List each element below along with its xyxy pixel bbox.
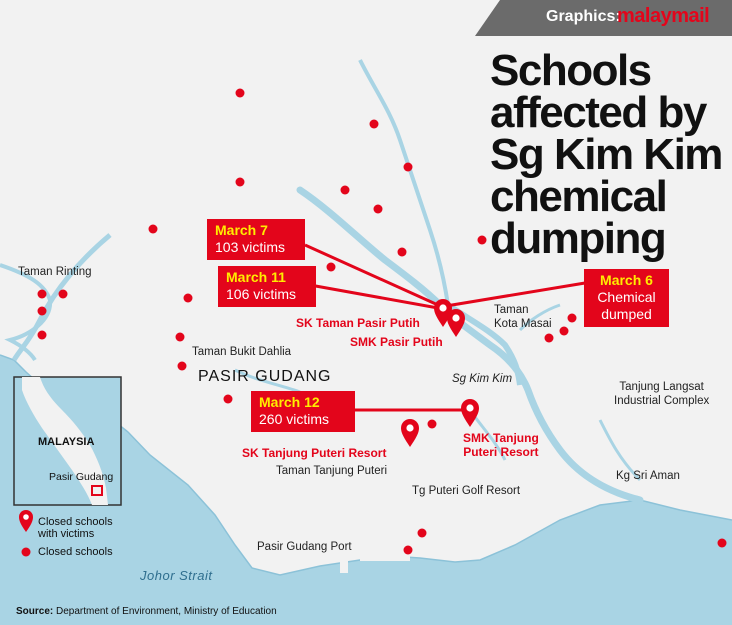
label-sk-taman-pasir-putih: SK Taman Pasir Putih — [296, 316, 420, 330]
legend-pin-label — [38, 516, 113, 540]
title-line: chemical — [490, 172, 667, 221]
inset-location-label: Pasir Gudang — [49, 471, 114, 483]
callout-march-11 — [218, 266, 316, 307]
callout-march-12 — [251, 391, 355, 432]
label-line: Puteri Resort — [463, 445, 539, 459]
callout-victims: 106 victims — [226, 286, 297, 302]
pier-1 — [340, 553, 348, 573]
label-line: SMK Tanjung — [463, 431, 539, 445]
callout-line: dumped — [601, 306, 652, 322]
label-smk-tanjung-puteri-resort — [463, 431, 539, 459]
label-line: Kota Masai — [494, 318, 552, 330]
callout-march-6 — [584, 269, 669, 327]
label-taman-rinting: Taman Rinting — [18, 266, 92, 278]
map-title — [490, 46, 722, 263]
label-johor-strait: Johor Strait — [140, 568, 213, 583]
callout-date: March 12 — [259, 394, 320, 410]
brand-part-1: malay — [617, 5, 672, 27]
brand-part-2: mail — [671, 5, 710, 27]
label-line: Taman — [494, 304, 529, 316]
label-kg-sri-aman: Kg Sri Aman — [616, 470, 680, 482]
title-line: Sg Kim Kim — [490, 130, 722, 179]
pin-smk-pasir-putih — [447, 309, 465, 337]
pin-smk-tanjung-puteri-resort — [461, 399, 479, 427]
callout-victims: 103 victims — [215, 239, 286, 255]
source-label: Source: — [16, 606, 54, 617]
label-sg-kim-kim: Sg Kim Kim — [452, 373, 513, 385]
inset-country-label: MALAYSIA — [38, 436, 95, 448]
legend-line: Closed schools — [38, 516, 113, 528]
label-line: Tanjung Langsat — [619, 381, 704, 393]
callout-date: March 7 — [215, 222, 268, 238]
title-line: dumping — [490, 214, 666, 263]
label-taman-kota-masai — [494, 303, 552, 331]
legend-dot-label: Closed schools — [38, 546, 113, 558]
title-line: Schools — [490, 46, 651, 95]
label-tanjung-langsat — [614, 380, 709, 408]
source-line — [16, 606, 277, 617]
river-north — [360, 60, 448, 305]
legend-dot-icon — [22, 548, 31, 557]
label-smk-pasir-putih: SMK Pasir Putih — [350, 335, 443, 349]
callout-date: March 6 — [600, 272, 653, 288]
label-taman-bukit-dahlia: Taman Bukit Dahlia — [192, 346, 292, 358]
callout-date: March 11 — [226, 269, 286, 285]
label-taman-tanjung-puteri: Taman Tanjung Puteri — [276, 465, 388, 477]
label-pasir-gudang-port: Pasir Gudang Port — [257, 541, 352, 553]
label-line: Industrial Complex — [614, 395, 710, 407]
pier-2 — [360, 553, 410, 561]
legend-line: with victims — [38, 528, 95, 540]
graphics-credit-label: Graphics: — [546, 8, 621, 25]
source-text: Department of Environment, Ministry of Education — [56, 606, 277, 617]
label-pasir-gudang: PASIR GUDANG — [198, 368, 332, 385]
pin-sk-tanjung-puteri-resort — [401, 419, 419, 447]
title-line: affected by — [490, 88, 706, 137]
brand-logo — [617, 5, 709, 28]
label-sk-tanjung-puteri-resort: SK Tanjung Puteri Resort — [242, 446, 387, 460]
callout-victims: 260 victims — [259, 411, 330, 427]
label-tg-puteri-golf-resort: Tg Puteri Golf Resort — [412, 485, 521, 497]
callout-march-7 — [207, 219, 305, 260]
callout-line: Chemical — [597, 289, 656, 305]
